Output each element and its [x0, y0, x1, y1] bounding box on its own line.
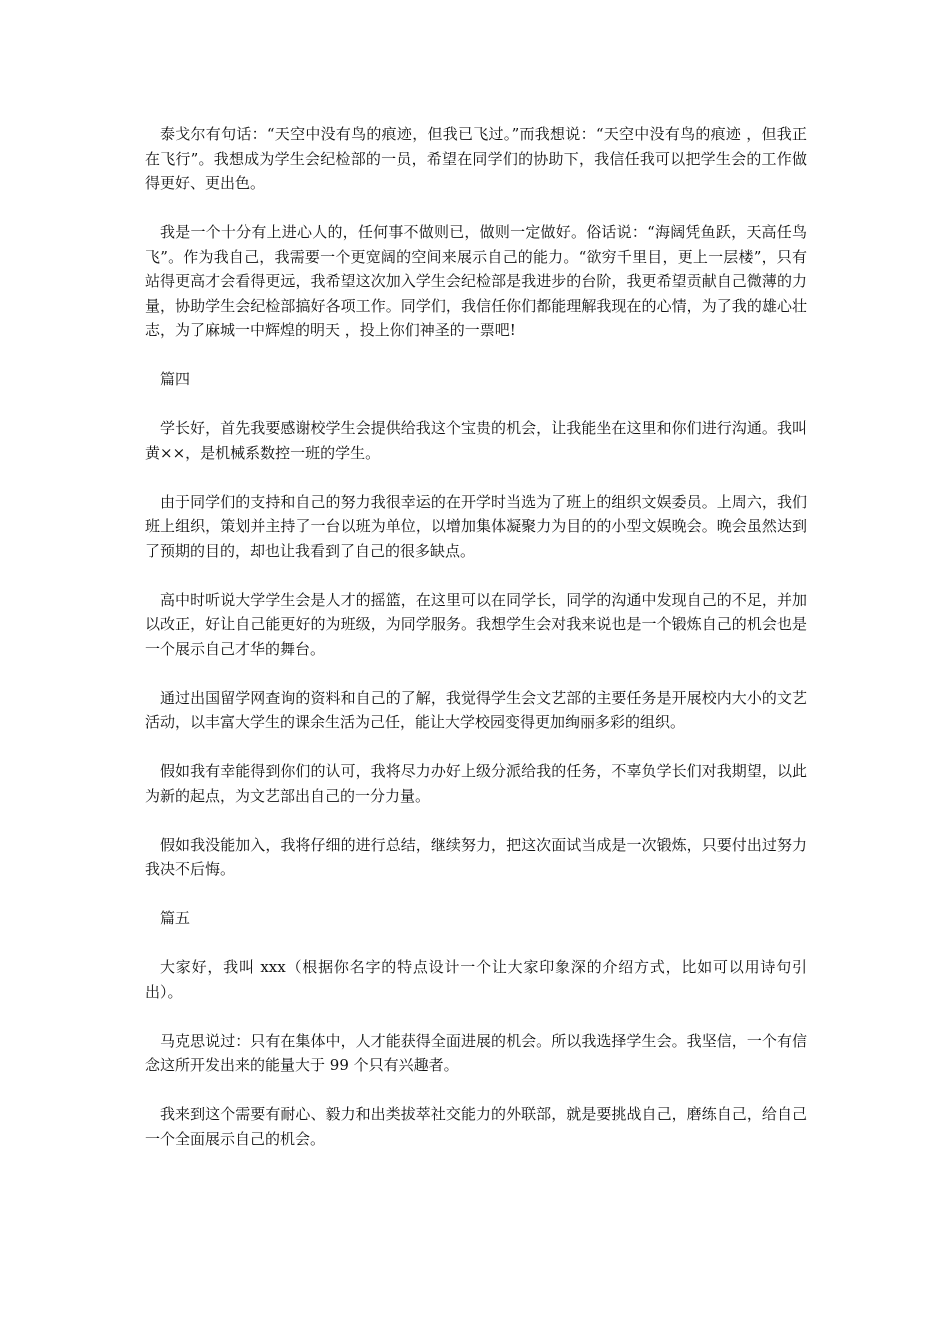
paragraph-class-role: 由于同学们的支持和自己的努力我很幸运的在开学时当选为了班上的组织文娱委员。上周六，我们班上组织，策划并主持了一台以班为单位，以增加集体凝聚力为目的的小型文娱晚会。晚会虽然达到了预期的目的，却也让我看到了自己的很多缺点。 [145, 492, 807, 560]
paragraph-introduction: 大家好，我叫 xxx（根据你名字的特点设计一个让大家印象深的介绍方式，比如可以用诗句引出）。 [145, 958, 807, 1001]
paragraph-student-union-cradle: 高中时听说大学学生会是人才的摇篮，在这里可以在同学长，同学的沟通中发现自己的不足，并加以改正，好让自己能更好的为班级，为同学服务。我想学生会对我来说也是一个锻炼自己的机会也是一个展示自己才华的舞台。 [145, 590, 807, 658]
paragraph-ambition: 我是一个十分有上进心人的，任何事不做则已，做则一定做好。俗话说：“海阔凭鱼跃，天高任鸟飞”。作为我自己，我需要一个更宽阔的空间来展示自己的能力。“欲穷千里目，更上一层楼”，只有站得更高才会看得更远，我希望这次加入学生会纪检部是我进步的台阶，我更希望贡献自己微薄的力量，协助学生会纪检部搞好各项工作。同学们，我信任你们都能理解我现在的心情，为了我的雄心壮志，为了麻城一中辉煌的明天 ，投上你们神圣的一票吧! [145, 223, 807, 339]
paragraph-if-rejected: 假如我没能加入，我将仔细的进行总结，继续努力，把这次面试当成是一次锻炼，只要付出过努力我决不后悔。 [145, 835, 807, 878]
paragraph-tagore-quote: 泰戈尔有句话：“天空中没有鸟的痕迹，但我已飞过。”而我想说：“天空中没有鸟的痕迹 ，但我正在飞行”。我想成为学生会纪检部的一员，希望在同学们的协助下，我信任我可以把学生会的工作做得更好、更出色。 [145, 125, 807, 192]
paragraph-greeting: 学长好，首先我要感谢校学生会提供给我这个宝贵的机会，让我能坐在这里和你们进行沟通。我叫黄××，是机械系数控一班的学生。 [145, 419, 807, 462]
paragraph-external-relations: 我来到这个需要有耐心、毅力和出类拔萃社交能力的外联部，就是要挑战自己，磨练自己，给自己一个全面展示自己的机会。 [145, 1105, 807, 1148]
section-heading-part-four: 篇四 [160, 370, 191, 388]
paragraph-if-accepted: 假如我有幸能得到你们的认可，我将尽力办好上级分派给我的任务，不辜负学长们对我期望，以此为新的起点，为文艺部出自己的一分力量。 [145, 762, 807, 805]
section-heading-part-five: 篇五 [160, 909, 191, 927]
paragraph-marx-quote: 马克思说过：只有在集体中，人才能获得全面进展的机会。所以我选择学生会。我坚信，一个有信念这所开发出来的能量大于 99 个只有兴趣者。 [145, 1031, 807, 1074]
document-page [145, 122, 807, 1176]
paragraph-arts-department: 通过出国留学网查询的资料和自己的了解，我觉得学生会文艺部的主要任务是开展校内大小的文艺活动，以丰富大学生的课余生活为己任，能让大学校园变得更加绚丽多彩的组织。 [145, 688, 807, 731]
